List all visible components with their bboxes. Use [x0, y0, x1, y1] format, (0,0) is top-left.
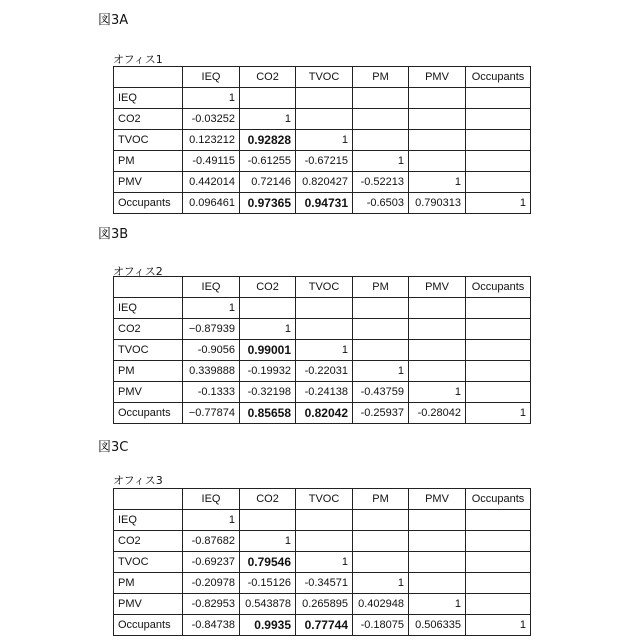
- row-label: CO2: [114, 531, 183, 552]
- table-row: [114, 298, 531, 319]
- value-cell: [296, 298, 353, 319]
- value-cell: -0.67215: [296, 151, 353, 172]
- value-cell: [466, 594, 531, 615]
- value-cell: -0.87682: [183, 531, 240, 552]
- value-cell: 1: [240, 531, 296, 552]
- value-cell: [353, 130, 409, 151]
- table-row: [114, 172, 531, 193]
- value-cell: 1: [296, 130, 353, 151]
- office-label-1: オフィス1: [113, 51, 163, 67]
- header-cell: PMV: [409, 67, 466, 88]
- value-cell: [466, 151, 531, 172]
- value-cell: [409, 130, 466, 151]
- header-cell: Occupants: [466, 489, 531, 510]
- value-cell: [409, 298, 466, 319]
- value-cell: 0.402948: [353, 594, 409, 615]
- header-cell: CO2: [240, 67, 296, 88]
- office-label-3: オフィス3: [113, 472, 163, 488]
- row-label: CO2: [114, 109, 183, 130]
- value-cell: -0.69237: [183, 552, 240, 573]
- header-cell: PMV: [409, 277, 466, 298]
- row-label: Occupants: [114, 403, 183, 424]
- header-cell: IEQ: [183, 489, 240, 510]
- value-cell: -0.20978: [183, 573, 240, 594]
- row-label: Occupants: [114, 193, 183, 214]
- row-label: PMV: [114, 172, 183, 193]
- value-cell: [409, 573, 466, 594]
- value-cell: [353, 340, 409, 361]
- row-label: PM: [114, 573, 183, 594]
- header-cell: PM: [353, 277, 409, 298]
- value-cell: 1: [183, 88, 240, 109]
- header-cell: [114, 277, 183, 298]
- table-row: [114, 531, 531, 552]
- header-row: [114, 489, 531, 510]
- row-label: TVOC: [114, 340, 183, 361]
- value-cell-highlighted: 0.85658: [240, 403, 296, 424]
- value-cell: -0.84738: [183, 615, 240, 636]
- header-row: [114, 67, 531, 88]
- value-cell: [466, 510, 531, 531]
- value-cell: [466, 319, 531, 340]
- table-row: [114, 88, 531, 109]
- value-cell: [353, 298, 409, 319]
- table-row: [114, 552, 531, 573]
- header-cell: TVOC: [296, 489, 353, 510]
- value-cell: −0.77874: [183, 403, 240, 424]
- figure-label-3a: 図3A: [98, 9, 128, 28]
- value-cell: [466, 88, 531, 109]
- figure-label-3b: 図3B: [98, 223, 128, 242]
- value-cell: [466, 172, 531, 193]
- header-cell: [114, 489, 183, 510]
- value-cell: [409, 552, 466, 573]
- value-cell: [240, 298, 296, 319]
- header-cell: TVOC: [296, 67, 353, 88]
- value-cell: [409, 88, 466, 109]
- value-cell: [296, 531, 353, 552]
- table-row: [114, 403, 531, 424]
- value-cell: [353, 552, 409, 573]
- table-row: [114, 340, 531, 361]
- table-row: [114, 151, 531, 172]
- value-cell: 0.265895: [296, 594, 353, 615]
- value-cell: -0.24138: [296, 382, 353, 403]
- value-cell: [466, 573, 531, 594]
- value-cell: -0.49115: [183, 151, 240, 172]
- row-label: PM: [114, 361, 183, 382]
- header-cell: Occupants: [466, 277, 531, 298]
- row-label: PMV: [114, 382, 183, 403]
- value-cell: [466, 340, 531, 361]
- value-cell: 1: [466, 403, 531, 424]
- value-cell: [466, 109, 531, 130]
- value-cell: [353, 88, 409, 109]
- header-cell: PMV: [409, 489, 466, 510]
- row-label: IEQ: [114, 88, 183, 109]
- value-cell: 1: [296, 552, 353, 573]
- value-cell: [409, 340, 466, 361]
- value-cell: -0.32198: [240, 382, 296, 403]
- value-cell-highlighted: 0.94731: [296, 193, 353, 214]
- value-cell: [466, 552, 531, 573]
- row-label: PMV: [114, 594, 183, 615]
- value-cell-highlighted: 0.9935: [240, 615, 296, 636]
- value-cell: 1: [409, 382, 466, 403]
- office-label-2: オフィス2: [113, 263, 163, 279]
- value-cell: [240, 510, 296, 531]
- value-cell-highlighted: 0.77744: [296, 615, 353, 636]
- value-cell: [296, 109, 353, 130]
- value-cell: -0.9056: [183, 340, 240, 361]
- value-cell: [466, 531, 531, 552]
- correlation-table-office-3: [113, 488, 531, 636]
- value-cell: 1: [183, 510, 240, 531]
- row-label: CO2: [114, 319, 183, 340]
- value-cell: 1: [240, 109, 296, 130]
- value-cell: 1: [353, 151, 409, 172]
- value-cell: 1: [466, 615, 531, 636]
- value-cell: -0.15126: [240, 573, 296, 594]
- value-cell: [466, 298, 531, 319]
- table-row: [114, 510, 531, 531]
- correlation-table-office-2: [113, 276, 531, 424]
- row-label: TVOC: [114, 552, 183, 573]
- value-cell: [409, 361, 466, 382]
- value-cell: [296, 510, 353, 531]
- table-row: [114, 615, 531, 636]
- value-cell: -0.19932: [240, 361, 296, 382]
- header-row: [114, 277, 531, 298]
- value-cell: [353, 531, 409, 552]
- value-cell: [296, 88, 353, 109]
- value-cell: 0.442014: [183, 172, 240, 193]
- value-cell: 1: [183, 298, 240, 319]
- value-cell-highlighted: 0.99001: [240, 340, 296, 361]
- value-cell: -0.28042: [409, 403, 466, 424]
- value-cell: 1: [240, 319, 296, 340]
- table-row: [114, 361, 531, 382]
- row-label: Occupants: [114, 615, 183, 636]
- value-cell: 1: [353, 361, 409, 382]
- header-cell: PM: [353, 489, 409, 510]
- value-cell: 1: [466, 193, 531, 214]
- value-cell-highlighted: 0.97365: [240, 193, 296, 214]
- value-cell: [409, 319, 466, 340]
- header-cell: PM: [353, 67, 409, 88]
- value-cell: -0.6503: [353, 193, 409, 214]
- value-cell: 0.123212: [183, 130, 240, 151]
- value-cell: -0.1333: [183, 382, 240, 403]
- value-cell: [409, 531, 466, 552]
- table-row: [114, 594, 531, 615]
- header-cell: Occupants: [466, 67, 531, 88]
- value-cell: -0.61255: [240, 151, 296, 172]
- table-row: [114, 130, 531, 151]
- table-row: [114, 193, 531, 214]
- value-cell: [353, 109, 409, 130]
- table-row: [114, 382, 531, 403]
- value-cell: -0.43759: [353, 382, 409, 403]
- table-row: [114, 109, 531, 130]
- value-cell: 0.096461: [183, 193, 240, 214]
- value-cell: [466, 130, 531, 151]
- value-cell: 0.72146: [240, 172, 296, 193]
- header-cell: TVOC: [296, 277, 353, 298]
- header-cell: CO2: [240, 489, 296, 510]
- value-cell: 1: [409, 172, 466, 193]
- value-cell: [466, 361, 531, 382]
- row-label: IEQ: [114, 510, 183, 531]
- value-cell: [409, 151, 466, 172]
- header-cell: IEQ: [183, 277, 240, 298]
- value-cell: 0.790313: [409, 193, 466, 214]
- value-cell: -0.34571: [296, 573, 353, 594]
- value-cell: -0.22031: [296, 361, 353, 382]
- value-cell: -0.52213: [353, 172, 409, 193]
- value-cell: 1: [296, 340, 353, 361]
- value-cell: 1: [353, 573, 409, 594]
- value-cell: 0.339888: [183, 361, 240, 382]
- row-label: PM: [114, 151, 183, 172]
- figure-label-3c: 図3C: [98, 436, 128, 455]
- header-cell: CO2: [240, 277, 296, 298]
- value-cell: [409, 109, 466, 130]
- value-cell: -0.82953: [183, 594, 240, 615]
- header-cell: [114, 67, 183, 88]
- row-label: IEQ: [114, 298, 183, 319]
- value-cell: 0.543878: [240, 594, 296, 615]
- value-cell: [353, 510, 409, 531]
- table-row: [114, 319, 531, 340]
- value-cell: 0.820427: [296, 172, 353, 193]
- table-row: [114, 573, 531, 594]
- value-cell: [466, 382, 531, 403]
- value-cell: −0.87939: [183, 319, 240, 340]
- value-cell: 0.506335: [409, 615, 466, 636]
- value-cell: 1: [409, 594, 466, 615]
- value-cell: -0.25937: [353, 403, 409, 424]
- value-cell-highlighted: 0.82042: [296, 403, 353, 424]
- row-label: TVOC: [114, 130, 183, 151]
- correlation-table-office-1: [113, 66, 531, 214]
- value-cell: [409, 510, 466, 531]
- value-cell: [296, 319, 353, 340]
- value-cell-highlighted: 0.79546: [240, 552, 296, 573]
- value-cell: -0.18075: [353, 615, 409, 636]
- value-cell: -0.03252: [183, 109, 240, 130]
- value-cell-highlighted: 0.92828: [240, 130, 296, 151]
- header-cell: IEQ: [183, 67, 240, 88]
- value-cell: [240, 88, 296, 109]
- value-cell: [353, 319, 409, 340]
